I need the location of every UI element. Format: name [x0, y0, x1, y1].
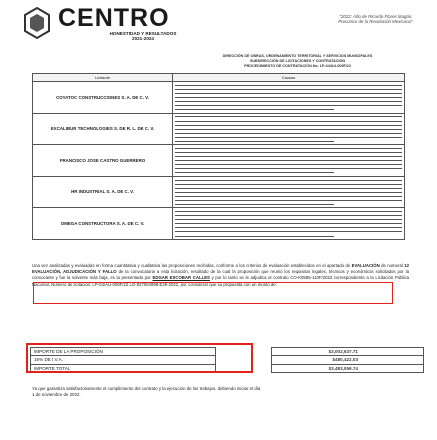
- bidder-name: OMEGA CONSTRUCTORA S. A. DE C. V.: [33, 208, 173, 240]
- amount-label: IMPORTE DE LA PROPOSICIÓN: [31, 348, 216, 356]
- evaluation-bold-1: EVALUACIÓN: [351, 263, 380, 268]
- municipal-logo-icon: [22, 6, 52, 40]
- amount-value: $3,483,059.74: [272, 364, 424, 372]
- logo-subtitle: [108, 31, 178, 41]
- table-row: [33, 113, 405, 145]
- illegible-cause-text: [173, 145, 405, 177]
- header-motto: [330, 14, 422, 24]
- bidder-name: COYATOC CONSTRUCCIONES S. A. DE C. V.: [33, 82, 173, 114]
- logo-title: CENTRO: [58, 4, 170, 32]
- amount-value: $3,002,637.71: [272, 348, 424, 356]
- illegible-cause-text: [173, 176, 405, 208]
- footer-paragraph: [32, 386, 409, 398]
- table-row: [33, 208, 405, 240]
- illegible-cause-text: [173, 82, 405, 114]
- page-header: [22, 4, 432, 48]
- directorate-line-3: PROCEDIMIENTO DE CONTRATACIÓN No. LP-04/AU-009F/22: [244, 64, 351, 68]
- logo-subtitle-line-2: 2021-2024: [132, 36, 154, 41]
- bidder-column-header: Licitante: [33, 74, 173, 82]
- bidder-name: HR INDUSTRIAL S. A. DE C. V.: [33, 176, 173, 208]
- illegible-cause-text: [173, 113, 405, 145]
- bids-table-header: [33, 74, 405, 82]
- amount-label: IMPORTE TOTAL: [31, 364, 216, 372]
- table-row: [33, 176, 405, 208]
- logo-subtitle-line-1: HONESTIDAD Y RESULTADOS: [109, 31, 177, 36]
- motto-line-2: Precursor de la Revolución Mexicana".: [338, 19, 414, 24]
- table-row: [33, 82, 405, 114]
- highlight-box-amounts: [26, 343, 253, 373]
- winner-name: EDGAR ESCOBAR CALLES: [152, 275, 210, 281]
- footer-line-1: Ya que garantiza satisfactoriamente el cumplimiento del contrato y la ejecución de los trabajos, debiendo iniciar el día: [32, 386, 261, 391]
- evaluation-text-2: de numeral: [381, 263, 403, 268]
- highlight-box-winner: [33, 282, 393, 304]
- directorate-line-1: DIRECCIÓN DE OBRAS, ORDENAMIENTO TERRITORIAL Y SERVICIOS MUNICIPALES: [222, 54, 373, 58]
- bidder-name: FRANCISCO JOSE CASTRO GUERRERO: [33, 145, 173, 177]
- amount-label: 16% DE I.V.A.: [31, 356, 216, 364]
- motto-line-1: "2022: Año de Ricardo Flores Magón,: [339, 14, 413, 19]
- bids-table: [32, 73, 405, 240]
- evaluation-text-1: Una vez analizadas y evaluadas en forma cuantitativa y cualitativa las proposiciones recibidas, conforme a los criterios de evaluación establecidos en el apartado de: [32, 263, 351, 268]
- evaluation-bold-2: 12 EVALUACIÓN, ADJUDICACIÓN Y FALLO: [32, 263, 409, 275]
- evaluation-text-3: de la convocatoria a esta licitación, resultado de la cual la proposición que reunió los requisitos legales, técnicos y económicos solicitados por la convocante y fue la solvente más baja, es la presentada por: [32, 269, 409, 281]
- amount-value: $480,422.03: [272, 356, 424, 364]
- evaluation-text-4: y por lo tanto se le adjudica el contrato CO-K0585-110F/2022 correspondiente a la Licitación Pública Nacional, Número de licitación: LP-04/AU-009F/22 LO-827004998-E29-2022, por considerar que su propuesta con un monto de:: [32, 275, 409, 287]
- causes-column-header: Causas: [173, 74, 405, 82]
- directorate-line-2: SUBDIRECCIÓN DE LICITACIONES Y CONTRATACIÓN: [249, 59, 346, 63]
- footer-line-2: 1 de noviembre de 2022.: [32, 392, 81, 398]
- bidder-name: EXCALIBUR TECHNOLOGIES S. DE R. L. DE C. V.: [33, 113, 173, 145]
- table-row: [33, 145, 405, 177]
- illegible-cause-text: [173, 208, 405, 240]
- directorate-heading: [190, 54, 405, 69]
